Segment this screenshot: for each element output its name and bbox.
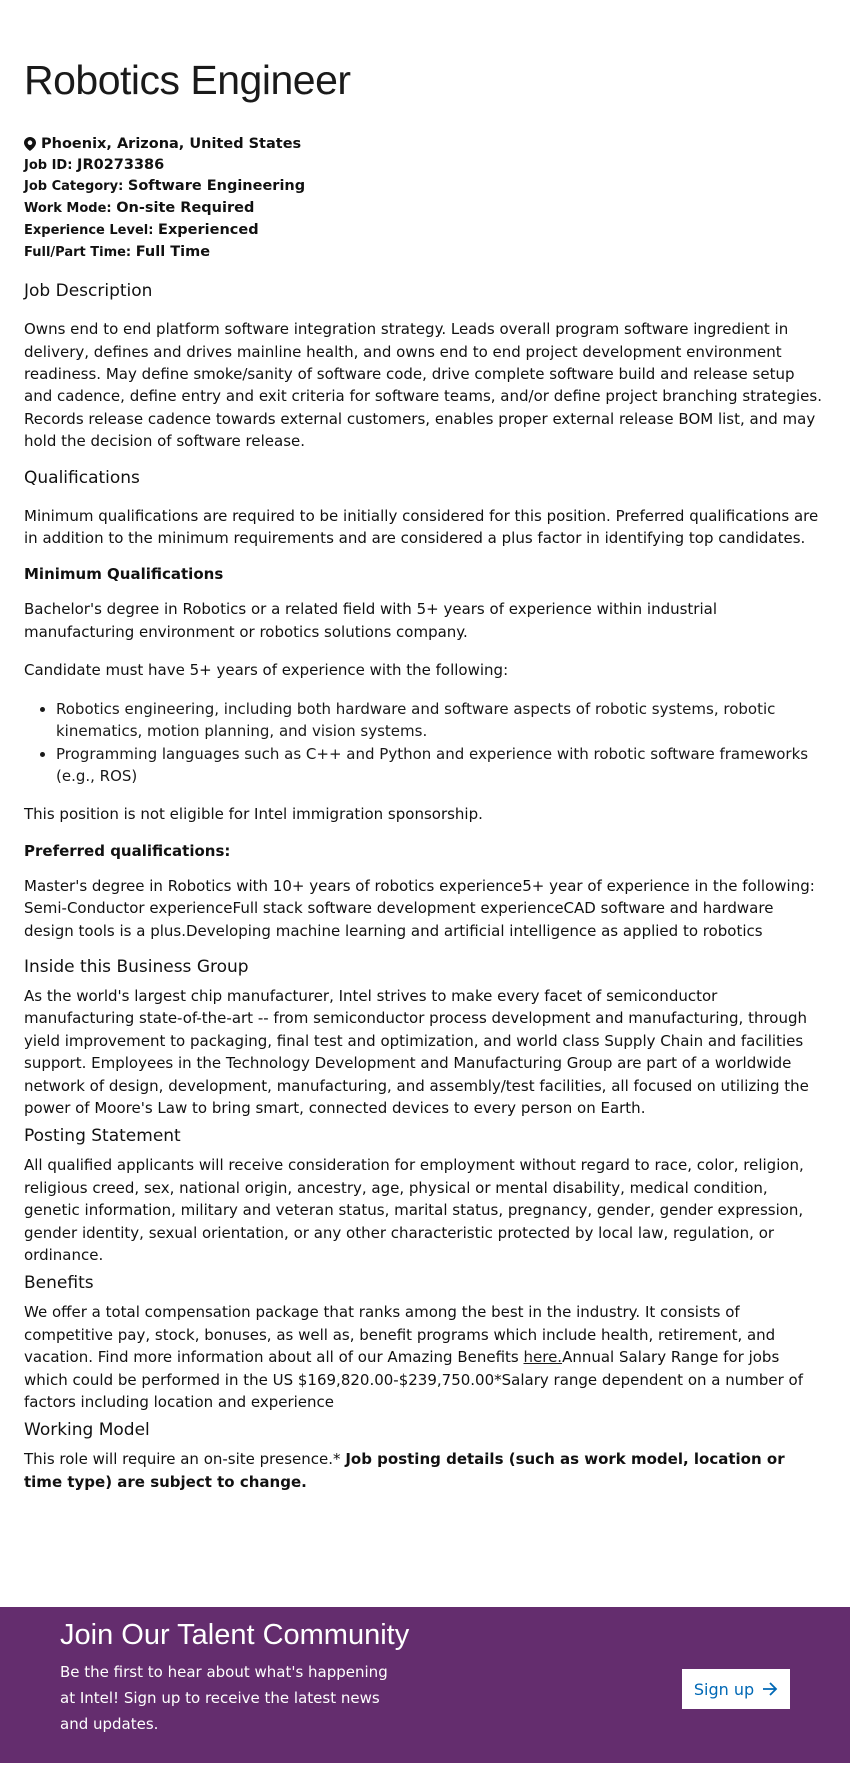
time-type-value: Full Time bbox=[135, 243, 211, 260]
work-mode-label: Work Mode: bbox=[24, 201, 112, 217]
candidate-requirements-intro: Candidate must have 5+ years of experience with the following: bbox=[24, 661, 509, 680]
working-model-text-part: This role will require an on-site presence.* bbox=[24, 1450, 346, 1469]
job-id-value: JR0273386 bbox=[77, 156, 165, 173]
talent-community-title: Join Our Talent Community bbox=[60, 1619, 410, 1651]
arrow-right-icon bbox=[762, 1682, 778, 1696]
experience-level-value: Experienced bbox=[158, 221, 259, 238]
job-category-line bbox=[24, 176, 826, 198]
business-group-heading: Inside this Business Group bbox=[24, 956, 249, 977]
business-group-text: As the world's largest chip manufacturer, Intel strives to make every facet of semiconductor manufacturing state-of-the-art -- from semiconductor process development and manufacturing, through yield improvement to packaging, final test and optimization, and world class Supply Chain and facilities support. Employees in the Technology Development and Manufacturing Group are part of a worldwide network of design, development, manufacturing, and assembly/test facilities, all focused on utilizing the power of Moore's Law to bring smart, connected devices to every person on Earth. bbox=[24, 986, 809, 1117]
time-type-line bbox=[24, 242, 826, 264]
location-text: Phoenix, Arizona, United States bbox=[41, 136, 302, 152]
preferred-qualifications-heading: Preferred qualifications: bbox=[24, 841, 231, 860]
benefits-heading: Benefits bbox=[24, 1273, 94, 1294]
job-location bbox=[24, 134, 826, 155]
preferred-qualifications-text: Master's degree in Robotics with 10+ years of robotics experience5+ year of experience in the following: Semi-Conductor experienceFull stack software development experienceCAD software and hardware design tools is a plus.Developing machine learning and artificial intelligence as applied to robotics bbox=[24, 876, 815, 940]
benefits-text-part: We offer a total compensation package that ranks among the best in the industry. It consists of competitive pay, stock, bonuses, as well as, benefit programs which include health, retirement, and vacation. Find more information about all of our Amazing Benefits bbox=[24, 1303, 776, 1367]
talent-community-description: Be the first to hear about what's happening at Intel! Sign up to receive the latest news and updates. bbox=[60, 1663, 388, 1733]
benefits-link[interactable]: here. bbox=[523, 1348, 563, 1367]
requirements-list bbox=[24, 698, 826, 788]
working-model-bold-text: Job posting details (such as work model, location or time type) are subject to change. bbox=[24, 1450, 785, 1491]
work-mode-value: On-site Required bbox=[116, 200, 255, 217]
benefits-text-part: Annual Salary Range for jobs which could be performed in the US $169,820.00-$239,750.00*Salary range dependent on a number of factors including location and experience bbox=[24, 1348, 804, 1412]
working-model-text bbox=[24, 1448, 826, 1493]
job-category-value: Software Engineering bbox=[127, 178, 306, 195]
page-title: Robotics Engineer bbox=[24, 57, 351, 103]
location-pin-icon bbox=[24, 137, 36, 151]
list-item: • Programming languages such as C++ and Python and experience with robotic software frameworks (e.g., ROS) bbox=[56, 743, 826, 788]
list-item: • Robotics engineering, including both hardware and software aspects of robotic systems, robotic kinematics, motion planning, and vision systems. bbox=[56, 698, 826, 743]
posting-statement-heading: Posting Statement bbox=[24, 1126, 181, 1147]
minimum-qualifications-text: Bachelor's degree in Robotics or a related field with 5+ years of experience within industrial manufacturing environment or robotics solutions company. bbox=[24, 600, 718, 641]
qualifications-heading: Qualifications bbox=[24, 467, 140, 488]
job-description-heading: Job Description bbox=[24, 281, 153, 302]
experience-level-label: Experience Level: bbox=[24, 222, 154, 238]
job-id-label: Job ID: bbox=[24, 157, 73, 173]
talent-community-banner bbox=[0, 1607, 850, 1763]
job-id-line bbox=[24, 155, 826, 177]
working-model-heading: Working Model bbox=[24, 1420, 150, 1441]
minimum-qualifications-heading: Minimum Qualifications bbox=[24, 565, 224, 584]
benefits-text bbox=[24, 1301, 826, 1413]
job-category-label: Job Category: bbox=[24, 179, 124, 195]
qualifications-text: Minimum qualifications are required to be initially considered for this position. Preferred qualifications are in addition to the minimum requirements and are considered a plus factor in identifying top candidates. bbox=[24, 506, 819, 548]
work-mode-line bbox=[24, 198, 826, 220]
experience-level-line bbox=[24, 220, 826, 242]
job-description-text: Owns end to end platform software integration strategy. Leads overall program software ingredient in delivery, defines and drives mainline health, and owns end to end project development environment readiness. May define smoke/sanity of software code, drive complete software build and release setup and cadence, define entry and exit criteria for software teams, and/or define project branching strategies. Records release cadence towards external customers, enables proper external release BOM list, and may hold the decision of software release. bbox=[24, 320, 822, 451]
time-type-label: Full/Part Time: bbox=[24, 244, 132, 260]
sign-up-label: Sign up bbox=[693, 1679, 755, 1699]
sign-up-button[interactable] bbox=[682, 1669, 790, 1709]
posting-statement-text: All qualified applicants will receive consideration for employment without regard to race, color, religion, religious creed, sex, national origin, ancestry, age, physical or mental disability, medical condition, genetic information, military and veteran status, marital status, pregnancy, gender, gender expression, gender identity, sexual orientation, or any other characteristic protected by local law, regulation, or ordinance. bbox=[24, 1156, 804, 1264]
sponsorship-text: This position is not eligible for Intel immigration sponsorship. bbox=[24, 805, 483, 824]
